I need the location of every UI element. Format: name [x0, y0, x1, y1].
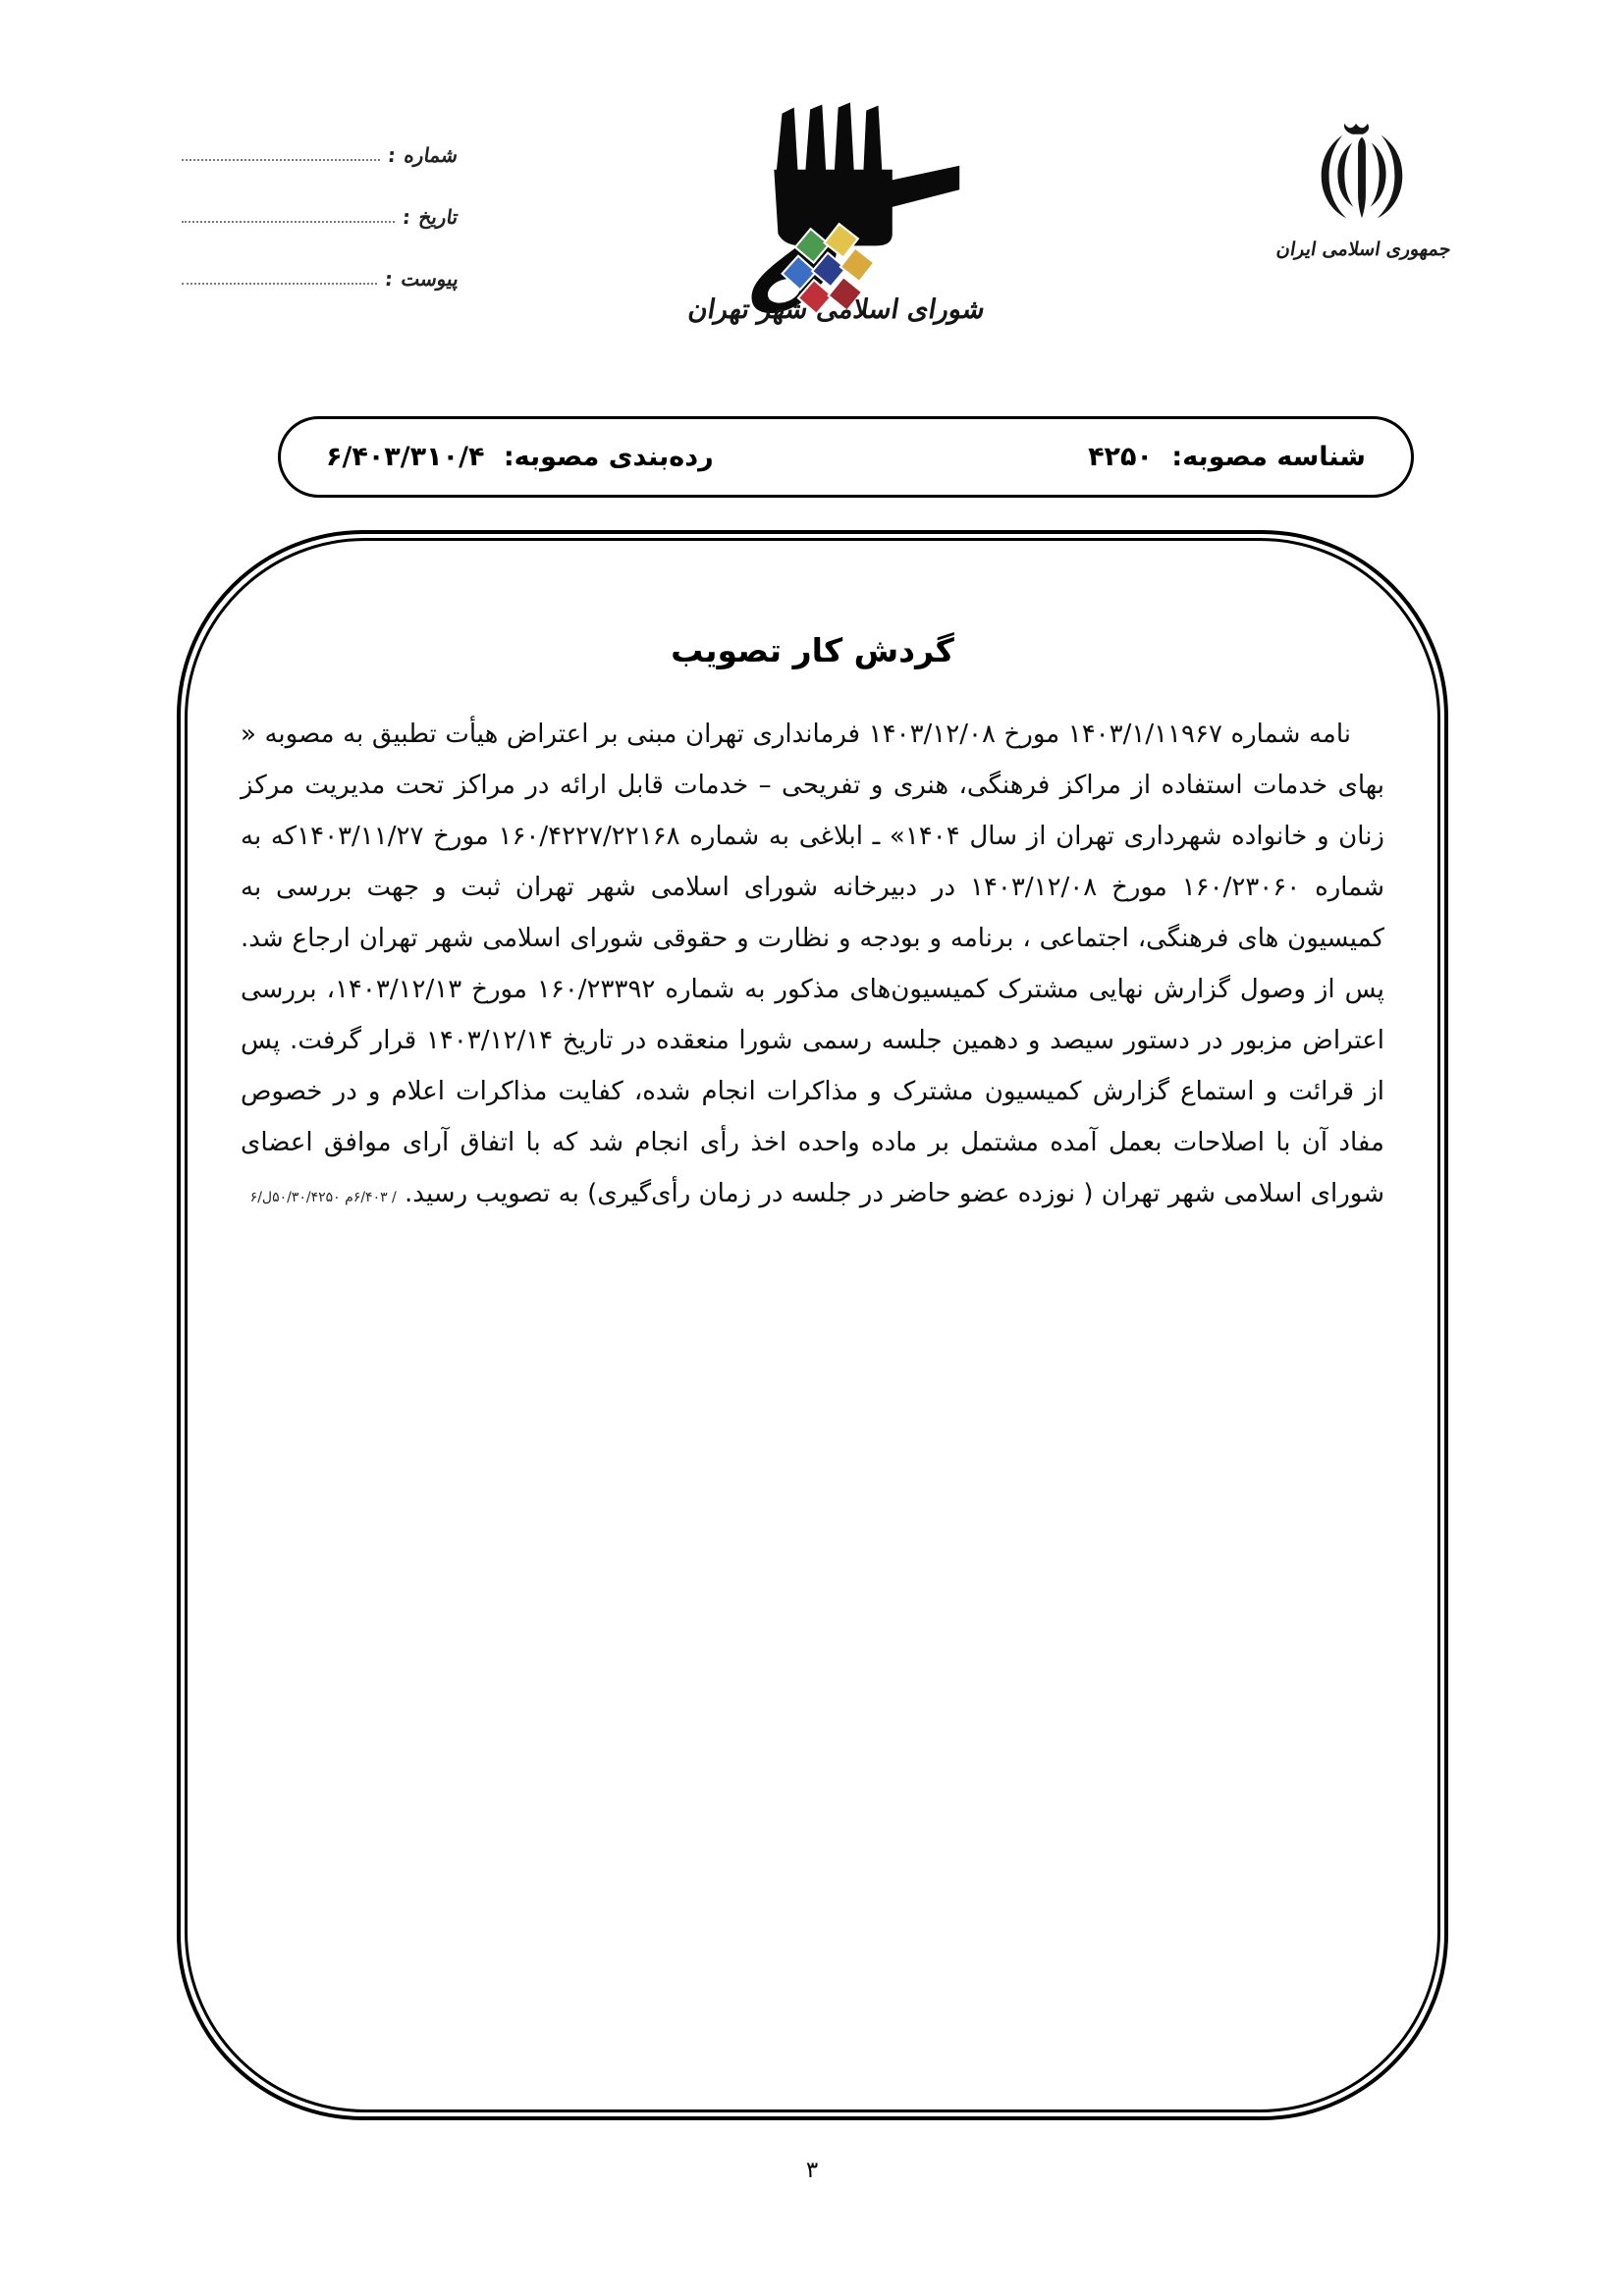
page-number: ۳: [805, 2158, 819, 2183]
document-body-text: نامه شماره ۱۴۰۳/۱/۱۱۹۶۷ مورخ ۱۴۰۳/۱۲/۰۸ فرمانداری تهران مبنی بر اعتراض هیأت تطبیق به مصوبه « بهای خدمات استفاده از مراکز فرهنگی، هنری و تفریحی – خدمات قابل ارائه در مراکز تحت مدیریت مرکز زنان و خانواده شهرداری تهران از سال ۱۴۰۴» ـ ابلاغی به شماره ۱۶۰/۴۲۲۷/۲۲۱۶۸ مورخ ۱۴۰۳/۱۱/۲۷که به شماره ۱۶۰/۲۳۰۶۰ مورخ ۱۴۰۳/۱۲/۰۸ در دبیرخانه شورای اسلامی شهر تهران ثبت و جهت بررسی به کمیسیون های فرهنگی، اجتماعی ، برنامه و بودجه و نظارت و حقوقی شورای اسلامی شهر تهران ارجاع شد. پس از وصول گزارش نهایی مشترک کمیسیون‌های مذکور به شماره ۱۶۰/۲۳۳۹۲ مورخ ۱۴۰۳/۱۲/۱۳، بررسی اعتراض مزبور در دستور سیصد و دهمین جلسه رسمی شورا منعقده در تاریخ ۱۴۰۳/۱۲/۱۴ قرار گرفت. پس از قرائت و استماع گزارش کمیسیون مشترک و مذاکرات انجام شده، کفایت مذاکرات اعلام و در خصوص مفاد آن با اصلاحات بعمل آمده مشتمل بر ماده واحده اخذ رأی انجام شد که با اتفاق آرای موافق اعضای شورای اسلامی شهر تهران ( نوزده عضو حاضر در جلسه در زمان رأی‌گیری) به تصویب رسید.: [241, 720, 1384, 1208]
field-attachment-dotted-line: [182, 283, 377, 285]
document-frame: [177, 530, 1448, 2120]
field-number-dotted-line: [182, 159, 380, 161]
document-title: گردش کار تصویب: [671, 631, 954, 669]
council-logo-caption: شورای اسلامی شهر تهران: [684, 294, 985, 325]
resolution-id-bar: [278, 416, 1414, 498]
tehran-council-logo-icon: [731, 83, 977, 324]
document-frame-inner-border: [185, 538, 1440, 2112]
iran-emblem-icon: [1304, 116, 1420, 234]
field-attachment: [182, 261, 457, 291]
resolution-id: [1088, 442, 1366, 472]
field-number-label: شماره :: [387, 143, 459, 167]
resolution-classification: [326, 442, 714, 472]
resolution-id-value: ۴۲۵۰: [1088, 442, 1153, 472]
resolution-classification-value: ۶/۴۰۳/۳۱۰/۴: [326, 442, 485, 472]
field-date-label: تاریخ :: [401, 205, 459, 229]
letterhead-fields: [182, 137, 457, 323]
field-date-dotted-line: [182, 221, 395, 223]
document-margin-note: / ۶/۴۰۳م ۵۰/۳۰/۴۲۵۰ل/۶: [249, 1190, 397, 1205]
resolution-classification-label: رده‌بندی مصوبه:: [503, 442, 714, 472]
document-body-paragraph: [241, 709, 1384, 1223]
field-number: [182, 137, 457, 167]
field-attachment-label: پیوست :: [383, 267, 459, 291]
resolution-id-label: شناسه مصوبه:: [1171, 442, 1366, 472]
iran-emblem-caption: جمهوری اسلامی ایران: [1273, 239, 1451, 260]
field-date: [182, 199, 457, 229]
